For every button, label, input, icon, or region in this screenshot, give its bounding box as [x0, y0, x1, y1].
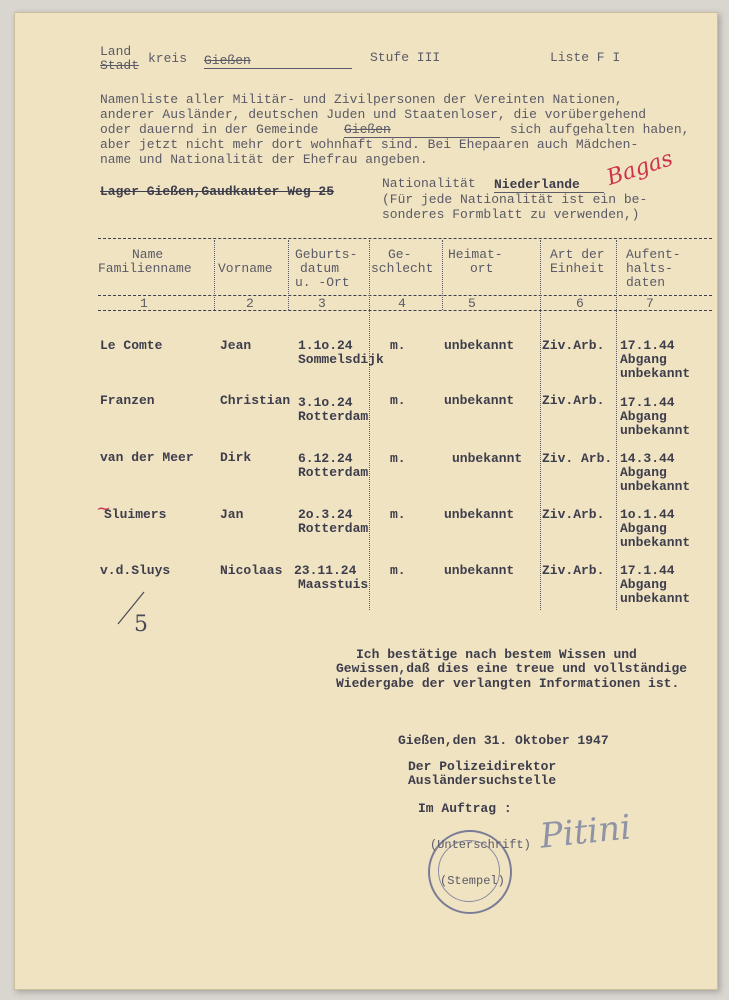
camp-address: Lager Gießen,Gaudkauter Weg 25 — [100, 184, 335, 199]
sex: m. — [390, 451, 406, 466]
surname: Le Comte — [100, 338, 163, 353]
birth-date: 1.1o.24 — [298, 338, 353, 353]
col-number: 2 — [246, 296, 254, 311]
stay-date: 17.1.44 — [620, 395, 675, 410]
stay-note: unbekannt — [620, 423, 691, 438]
col-number: 6 — [576, 296, 584, 311]
col-number: 3 — [318, 296, 326, 311]
kreis-label: kreis — [148, 51, 188, 66]
unit: Ziv.Arb. — [542, 393, 605, 408]
col-divider — [214, 240, 215, 310]
stay-date: 1o.1.44 — [620, 507, 675, 522]
first-name: Jean — [220, 338, 252, 353]
stadt-label: Stadt — [100, 58, 140, 73]
surname: Sluimers — [104, 507, 167, 522]
col-5-header-b: ort — [470, 261, 494, 276]
stay-status: Abgang — [620, 577, 667, 592]
col-number: 5 — [468, 296, 476, 311]
land-label: Land — [100, 44, 132, 59]
col-divider — [369, 240, 370, 610]
nationality-label: Nationalität — [382, 176, 476, 191]
signature-placeholder: (Unterschrift) — [430, 838, 531, 852]
col-7-header-a: Aufent- — [626, 247, 681, 262]
home-town: unbekannt — [452, 451, 523, 466]
col-3-header-c: u. -Ort — [295, 275, 350, 290]
sex: m. — [390, 563, 406, 578]
table-top-rule — [98, 238, 712, 239]
confirm-line-3: Wiedergabe der verlangten Informationen ist. — [336, 676, 680, 691]
red-check-mark: ~ — [96, 498, 112, 519]
unit: Ziv.Arb. — [542, 563, 605, 578]
surname: v.d.Sluys — [100, 563, 171, 578]
col-divider — [616, 240, 617, 610]
surname: Franzen — [100, 393, 155, 408]
col-3-header-b: datum — [300, 261, 340, 276]
col-divider — [540, 240, 541, 610]
gemeinde-value: Gießen — [344, 122, 500, 138]
intro-line-1: Namenliste aller Militär- und Zivilpersonen der Vereinten Nationen, — [100, 92, 623, 107]
first-name: Nicolaas — [220, 563, 283, 578]
kreis-value: Gießen — [204, 53, 352, 69]
sex: m. — [390, 507, 406, 522]
col-divider — [442, 240, 443, 310]
stay-status: Abgang — [620, 521, 667, 536]
first-name: Jan — [220, 507, 244, 522]
intro-line-5: name und Nationalität der Ehefrau angeben. — [100, 152, 428, 167]
red-handwritten-note: Bagas — [603, 146, 676, 191]
birth-place: Maasstuis — [298, 577, 369, 592]
col-1-header-b: Familienname — [98, 261, 192, 276]
confirm-line-1: Ich bestätige nach bestem Wissen und — [356, 647, 637, 662]
stay-date: 14.3.44 — [620, 451, 675, 466]
col-4-header-b: schlecht — [371, 261, 434, 276]
handwritten-signature: Pitini — [538, 807, 633, 857]
stay-note: unbekannt — [620, 591, 691, 606]
birth-date: 3.1o.24 — [298, 395, 353, 410]
stamp-placeholder: (Stempel) — [440, 874, 505, 888]
birth-date: 23.11.24 — [294, 563, 357, 578]
intro-line-2: anderer Ausländer, deutschen Juden und Staatenloser, die vorübergehend — [100, 107, 647, 122]
stay-note: unbekannt — [620, 535, 691, 550]
birth-place: Rotterdam — [298, 521, 369, 536]
nationality-hint-2: sonderes Formblatt zu verwenden,) — [382, 207, 640, 222]
col-number: 4 — [398, 296, 406, 311]
confirm-line-2: Gewissen,daß dies eine treue und vollständige — [336, 661, 688, 676]
sex: m. — [390, 393, 406, 408]
stay-note: unbekannt — [620, 479, 691, 494]
col-divider — [288, 240, 289, 310]
nationality-hint-1: (Für jede Nationalität ist ein be- — [382, 192, 648, 207]
im-auftrag: Im Auftrag : — [418, 801, 512, 816]
liste-label: Liste F I — [550, 50, 621, 65]
col-6-header-a: Art der — [550, 247, 605, 262]
first-name: Dirk — [220, 450, 252, 465]
place-date: Gießen,den 31. Oktober 1947 — [398, 733, 609, 748]
col-4-header-a: Ge- — [388, 247, 412, 262]
sex: m. — [390, 338, 406, 353]
surname: van der Meer — [100, 450, 194, 465]
authority-line-2: Ausländersuchstelle — [408, 773, 557, 788]
birth-date: 6.12.24 — [298, 451, 353, 466]
birth-place: Rotterdam — [298, 465, 369, 480]
handwritten-count: 5 — [134, 612, 148, 637]
nationality-value: Niederlande — [494, 177, 604, 193]
stay-status: Abgang — [620, 352, 667, 367]
col-6-header-b: Einheit — [550, 261, 605, 276]
intro-line-4: aber jetzt nicht mehr dort wohnhaft sind. Bei Ehepaaren auch Mädchen- — [100, 137, 639, 152]
home-town: unbekannt — [444, 338, 515, 353]
intro-line-3: oder dauernd in der Gemeinde — [100, 122, 319, 137]
col-2-header: Vorname — [218, 261, 273, 276]
col-number: 1 — [140, 296, 148, 311]
col-7-header-c: daten — [626, 275, 666, 290]
col-7-header-b: halts- — [626, 261, 673, 276]
handwritten-slash-mark — [108, 588, 158, 638]
col-5-header-a: Heimat- — [448, 247, 503, 262]
stay-note: unbekannt — [620, 366, 691, 381]
home-town: unbekannt — [444, 393, 515, 408]
birth-date: 2o.3.24 — [298, 507, 353, 522]
col-1-header-a: Name — [132, 247, 164, 262]
home-town: unbekannt — [444, 507, 515, 522]
birth-place: Rotterdam — [298, 409, 369, 424]
stay-date: 17.1.44 — [620, 563, 675, 578]
unit: Ziv.Arb. — [542, 338, 605, 353]
stay-status: Abgang — [620, 409, 667, 424]
unit: Ziv.Arb. — [542, 507, 605, 522]
home-town: unbekannt — [444, 563, 515, 578]
intro-line-3b: sich aufgehalten haben, — [510, 122, 690, 137]
first-name: Christian — [220, 393, 291, 408]
unit: Ziv. Arb. — [542, 451, 613, 466]
stay-status: Abgang — [620, 465, 667, 480]
stufe-label: Stufe III — [370, 50, 441, 65]
authority-line-1: Der Polizeidirektor — [408, 759, 557, 774]
col-3-header-a: Geburts- — [295, 247, 358, 262]
stay-date: 17.1.44 — [620, 338, 675, 353]
birth-place: Sommelsdijk — [298, 352, 384, 367]
col-number: 7 — [646, 296, 654, 311]
